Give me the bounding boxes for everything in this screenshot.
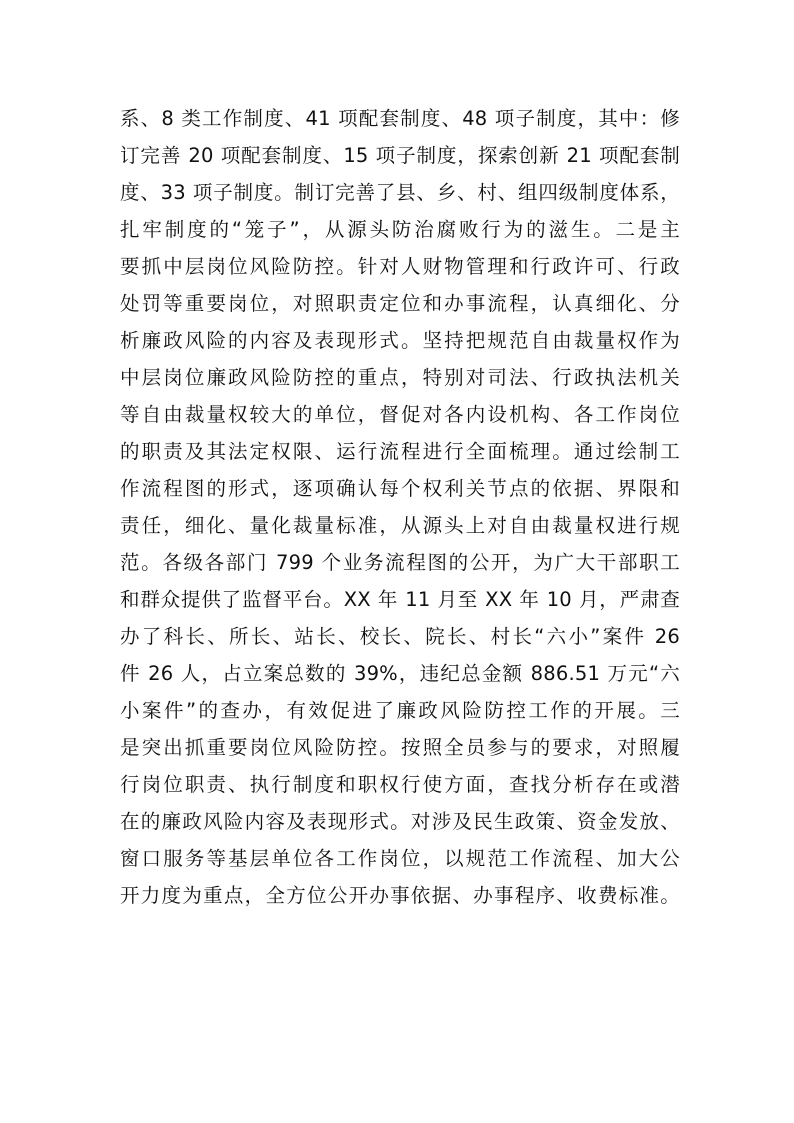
text-line: 责任，细化、量化裁量标准，从源头上对自由裁量权进行规: [120, 514, 680, 537]
text-line: 要抓中层岗位风险防控。针对人财物管理和行政许可、行政: [120, 255, 680, 278]
text-line: 中层岗位廉政风险防控的重点，特别对司法、行政执法机关: [120, 366, 680, 389]
text-line: 的职责及其法定权限、运行流程进行全面梳理。通过绘制工: [120, 440, 680, 463]
text-line: 小案件”的查办，有效促进了廉政风险防控工作的开展。三: [120, 699, 680, 722]
text-line: 办了科长、所长、站长、校长、院长、村长“六小”案件 26: [120, 625, 680, 648]
text-line: 和群众提供了监督平台。XX 年 11 月至 XX 年 10 月，严肃查: [120, 588, 680, 611]
text-line: 扎牢制度的“笼子”，从源头防治腐败行为的滋生。二是主: [120, 218, 680, 241]
text-line: 作流程图的形式，逐项确认每个权利关节点的依据、界限和: [120, 477, 680, 500]
text-line: 析廉政风险的内容及表现形式。坚持把规范自由裁量权作为: [120, 329, 680, 352]
text-line: 开力度为重点，全方位公开办事依据、办事程序、收费标准。: [120, 884, 680, 907]
text-line: 系、8 类工作制度、41 项配套制度、48 项子制度，其中：修: [120, 107, 680, 130]
text-line: 订完善 20 项配套制度、15 项子制度，探索创新 21 项配套制: [120, 144, 680, 167]
body-text: [120, 100, 680, 914]
text-line: 是突出抓重要岗位风险防控。按照全员参与的要求，对照履: [120, 736, 680, 759]
text-line: 行岗位职责、执行制度和职权行使方面，查找分析存在或潜: [120, 773, 680, 796]
text-line: 度、33 项子制度。制订完善了县、乡、村、组四级制度体系，: [120, 181, 680, 204]
text-line: 窗口服务等基层单位各工作岗位，以规范工作流程、加大公: [120, 847, 680, 870]
text-line: 等自由裁量权较大的单位，督促对各内设机构、各工作岗位: [120, 403, 680, 426]
text-line: 在的廉政风险内容及表现形式。对涉及民生政策、资金发放、: [120, 810, 680, 833]
text-line: 处罚等重要岗位，对照职责定位和办事流程，认真细化、分: [120, 292, 680, 315]
text-line: 件 26 人，占立案总数的 39%，违纪总金额 886.51 万元“六: [120, 662, 680, 685]
text-line: 范。各级各部门 799 个业务流程图的公开，为广大干部职工: [120, 551, 680, 574]
